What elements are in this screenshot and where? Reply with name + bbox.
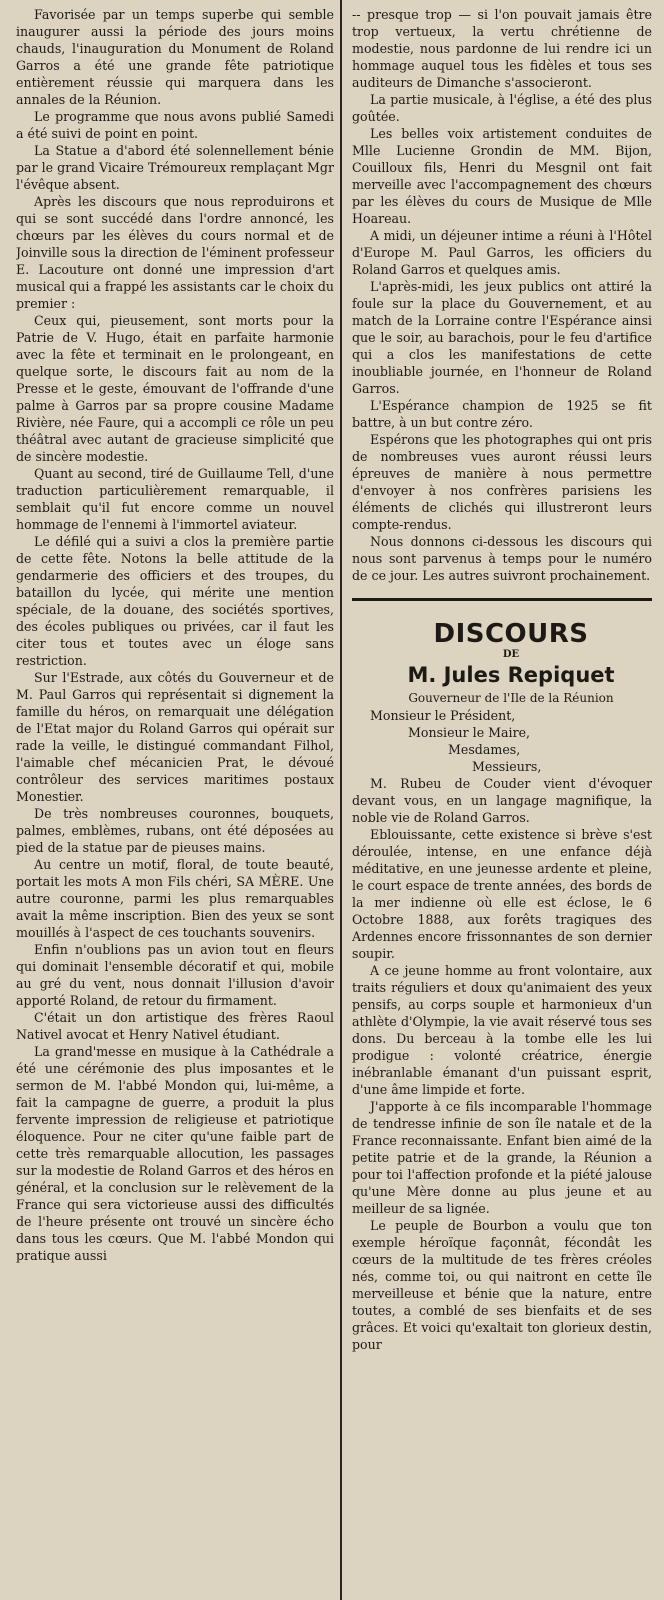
salutations bbox=[352, 707, 652, 775]
salutation-line: Monsieur le Maire, bbox=[408, 725, 531, 740]
speech-heading bbox=[352, 619, 652, 707]
paragraph: Les belles voix artistement conduites de Mlle Lucienne Grondin de MM. Bijon, Couilloux fils, Henri du Mesgnil ont fait merveille avec l'accompagnement des chœurs par les élèves du cours de Musique de Mlle Hoareau. bbox=[352, 126, 652, 226]
paragraph: Le programme que nous avons publié Samedi a été suivi de point en point. bbox=[16, 109, 334, 141]
paragraph: C'était un don artistique des frères Raoul Nativel avocat et Henry Nativel étudiant. bbox=[16, 1010, 334, 1042]
paragraph: L'Espérance champion de 1925 se fit battre, à un but contre zéro. bbox=[352, 398, 652, 430]
speaker-role: Gouverneur de l'Ile de la Réunion bbox=[408, 691, 614, 705]
paragraph: A ce jeune homme au front volontaire, aux traits réguliers et doux qu'animaient des yeux pensifs, au corps souple et harmonieux d'un athlète d'Olympie, la vie avait réservé tous ses dons. Du berceau à la tombe elle les lui prodigue : volonté créatrice, énergie inébranlable émanant d'un puissant esprit, d'une âme limpide et forte. bbox=[352, 963, 652, 1097]
speaker-name: M. Jules Repiquet bbox=[407, 663, 615, 687]
report-continuation bbox=[352, 6, 652, 584]
paragraph: J'apporte à ce fils incomparable l'hommage de tendresse infinie de son île natale et de la France reconnaissante. Enfant bien aimé de la petite patrie et de la grande, la Réunion a pour toi l'affection profonde et la piété jalouse qu'une Mère donne au plus jeune et au meilleur de sa lignée. bbox=[352, 1099, 652, 1216]
paragraph: Le peuple de Bourbon a voulu que ton exemple héroïque façonnât, fécondât les cœurs de la multitude de tes frères créoles nés, comme toi, ou qui naitront en cette île merveilleuse et bénie que la nature, entre toutes, a comblé de ses bienfaits et de ses grâces. Et voici qu'exaltait ton glorieux destin, pour bbox=[352, 1218, 652, 1352]
paragraph: Au centre un motif, floral, de toute beauté, portait les mots A mon Fils chéri, SA MÈRE. Une autre couronne, parmi les plus remarquables avait la même inscription. Bien des yeux se sont mouillés à l'aspect de ces touchants souvenirs. bbox=[16, 857, 334, 940]
paragraph: -- presque trop — si l'on pouvait jamais être trop vertueux, la vertu chrétienne de modestie, nous pardonne de lui rendre ici un hommage auquel tous les fidèles et tous ses auditeurs de Dimanche s'associeront. bbox=[352, 7, 652, 90]
paragraph: Espérons que les photographes qui ont pris de nombreuses vues auront réussi leurs épreuves de manière à nous permettre d'envoyer à nos confrères parisiens les éléments de clichés qui illustreront leurs compte-rendus. bbox=[352, 432, 652, 532]
paragraph: Après les discours que nous reproduirons et qui se sont succédé dans l'ordre annoncé, les chœurs par les élèves du cours normal et de Joinville sous la direction de l'éminent professeur E. Lacouture ont donné une impression d'art musical qui a frappé les assistants car le choix du premier : bbox=[16, 194, 334, 311]
paragraph: Le défilé qui a suivi a clos la première partie de cette fête. Notons la belle attitude de la gendarmerie des officiers et des troupes, du bataillon du lycée, qui mérite une mention spéciale, de la douane, des sociétés sportives, des écoles publiques ou privées, car il faut les citer tous et toutes avec un éloge sans restriction. bbox=[16, 534, 334, 668]
right-column bbox=[352, 6, 652, 1598]
left-column bbox=[16, 6, 334, 1598]
section-rule bbox=[352, 598, 652, 601]
paragraph: Favorisée par un temps superbe qui semble inaugurer aussi la période des jours moins chauds, l'inauguration du Monument de Roland Garros a été une grande fête patriotique entièrement réussie qui marquera dans les annales de la Réunion. bbox=[16, 7, 334, 107]
paragraph: La grand'messe en musique à la Cathédrale a été une cérémonie des plus imposantes et le sermon de M. l'abbé Mondon qui, lui-même, a fait la campagne de guerre, a produit la plus fervente impression de religieuse et patriotique éloquence. Pour ne citer qu'une faible part de cette très remarquable allocution, les passages sur la modestie de Roland Garros et des héros en général, et la conclusion sur le relèvement de la France qui sera victorieuse aussi des difficultés de l'heure présente ont trouvé un sincère écho dans tous les cœurs. Que M. l'abbé Mondon qui pratique aussi bbox=[16, 1044, 334, 1263]
paragraph: Nous donnons ci-dessous les discours qui nous sont parvenus à temps pour le numéro de ce jour. Les autres suivront prochainement. bbox=[352, 534, 652, 583]
salutation-line: Monsieur le Président, bbox=[370, 708, 516, 723]
paragraph: La Statue a d'abord été solennellement bénie par le grand Vicaire Trémoureux remplaçant Mgr l'évêque absent. bbox=[16, 143, 334, 192]
paragraph: A midi, un déjeuner intime a réuni à l'Hôtel d'Europe M. Paul Garros, les officiers du Roland Garros et quelques amis. bbox=[352, 228, 652, 277]
paragraph: De très nombreuses couronnes, bouquets, palmes, emblèmes, rubans, ont été déposées au pied de la statue par de pieuses mains. bbox=[16, 806, 334, 855]
speech-body bbox=[352, 775, 652, 1353]
salutation-line: Messieurs, bbox=[472, 759, 542, 774]
speech-de: DE bbox=[502, 649, 520, 660]
paragraph: Quant au second, tiré de Guillaume Tell, d'une traduction particulièrement remarquable, il semblait qu'il fut encore comme un nouvel hommage de l'ennemi à l'immortel aviateur. bbox=[16, 466, 334, 532]
paragraph: Ceux qui, pieusement, sont morts pour la Patrie de V. Hugo, était en parfaite harmonie avec la fête et terminait en le prolongeant, en quelque sorte, le discours fait au nom de la Presse et le geste, émouvant de l'offrande d'une palme à Garros par sa propre cousine Madame Rivière, née Faure, qui a accompli ce rôle un peu théâtral avec autant de gracieuse simplicité que de sincère modestie. bbox=[16, 313, 334, 464]
paragraph: L'après-midi, les jeux publics ont attiré la foule sur la place du Gouvernement, et au match de la Lorraine contre l'Espérance ainsi que le soir, au barachois, pour le feu d'artifice qui a clos les manifestations de cette inoubliable journée, en l'honneur de Roland Garros. bbox=[352, 279, 652, 396]
paragraph: Eblouissante, cette existence si brève s'est déroulée, intense, en une enfance déjà méditative, en une jeunesse ardente et pleine, le court espace de trente années, des bords de la mer indienne où elle est éclose, le 6 Octobre 1888, aux forêts tragiques des Ardennes encore frissonnantes de son dernier soupir. bbox=[352, 827, 652, 961]
salutation-line: Mesdames, bbox=[448, 742, 521, 757]
paragraph: La partie musicale, à l'église, a été des plus goûtée. bbox=[352, 92, 652, 124]
speech-title: DISCOURS bbox=[433, 619, 589, 649]
paragraph: M. Rubeu de Couder vient d'évoquer devant vous, en un langage magnifique, la noble vie de Roland Garros. bbox=[352, 776, 652, 825]
paragraph: Enfin n'oublions pas un avion tout en fleurs qui dominait l'ensemble décoratif et qui, mobile au gré du vent, nous donnait l'illusion d'avoir apporté Roland, de retour du firmament. bbox=[16, 942, 334, 1008]
column-divider bbox=[340, 0, 342, 1600]
paragraph: Sur l'Estrade, aux côtés du Gouverneur et de M. Paul Garros qui représentait si dignement la famille du héros, on remarquait une délégation de l'Etat major du Roland Garros qui opérait sur rade la veille, le distingué commandant Filhol, l'aimable chef mécanicien Prat, le dévoué contrôleur des services maritimes postaux Monestier. bbox=[16, 670, 334, 804]
